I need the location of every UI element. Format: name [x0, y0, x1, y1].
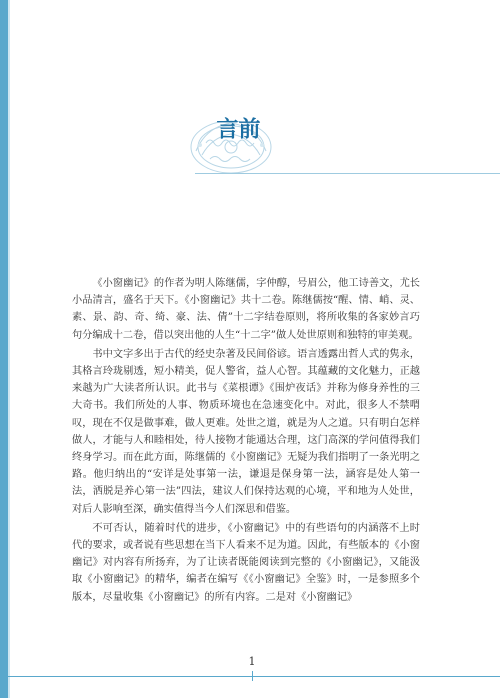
header-rule [195, 173, 500, 174]
page-number: 1 [248, 655, 256, 668]
footer-line [0, 676, 500, 677]
paragraph-3: 不可否认，随着时代的进步，《小窗幽记》中的有些语句的内涵落不上时代的要求，或者说有些思想在当下人看来不足为道。因此，有些版本的《小窗幽记》对内容有所扬弃，为了让读者既能阅读到完整的《小窗幽记》，又能汲取《小窗幽记》的精华，编者在编写《《小窗幽记》全鉴》时，一是参照多个版本，尽量收集《小窗幽记》的所有内容。二是对《小窗幽记》 [72, 522, 420, 603]
title-char-2: 言 [213, 117, 238, 141]
left-margin-bar [0, 0, 8, 698]
paragraph-2: 书中文字多出于古代的经史杂著及民间俗谚。语言透露出哲人式的隽永，其格言玲珑剔透，短小精美，促人警省，益人心智。其蕴藏的文化魅力，正越来越为广大读者所认识。此书与《菜根谭》《围炉夜话》并称为修身养性的三大奇书。我们所处的人事、物质环境也在急速变化中。对此，很多人不禁喟叹，现在不仅是做事难，做人更难。处世之道，就是为人之道。只有明白怎样做人，才能与人和睦相处，待人接物才能通达合理，这门高深的学问值得我们终身学习。而在此方面，陈继儒的《小窗幽记》无疑为我们指明了一条光明之路。他归纳出的“安详是处事第一法，谦退是保身第一法，涵容是处人第一法，洒脱是养心第一法”四法，建议人们保持达观的心境，平和地为人处世，对后人影响至深，确实值得当今人们深思和借鉴。 [72, 348, 420, 515]
left-margin-bar-highlight [8, 0, 10, 698]
paragraph-1: 《小窗幽记》的作者为明人陈继儒，字仲醇，号眉公，他工诗善文，尤长小品清言，盛名于天下。《小窗幽记》共十二卷。陈继儒按“醒、情、峭、灵、素、景、韵、奇、绮、豪、法、倩”十二字结卷原则，将所收集的各家妙言巧句分编成十二卷，借以突出他的人生“十二字”做人处世原则和独特的审美观。 [72, 278, 420, 341]
title-char-1: 前 [235, 117, 260, 141]
page-title [214, 117, 258, 141]
body-text [72, 275, 420, 608]
